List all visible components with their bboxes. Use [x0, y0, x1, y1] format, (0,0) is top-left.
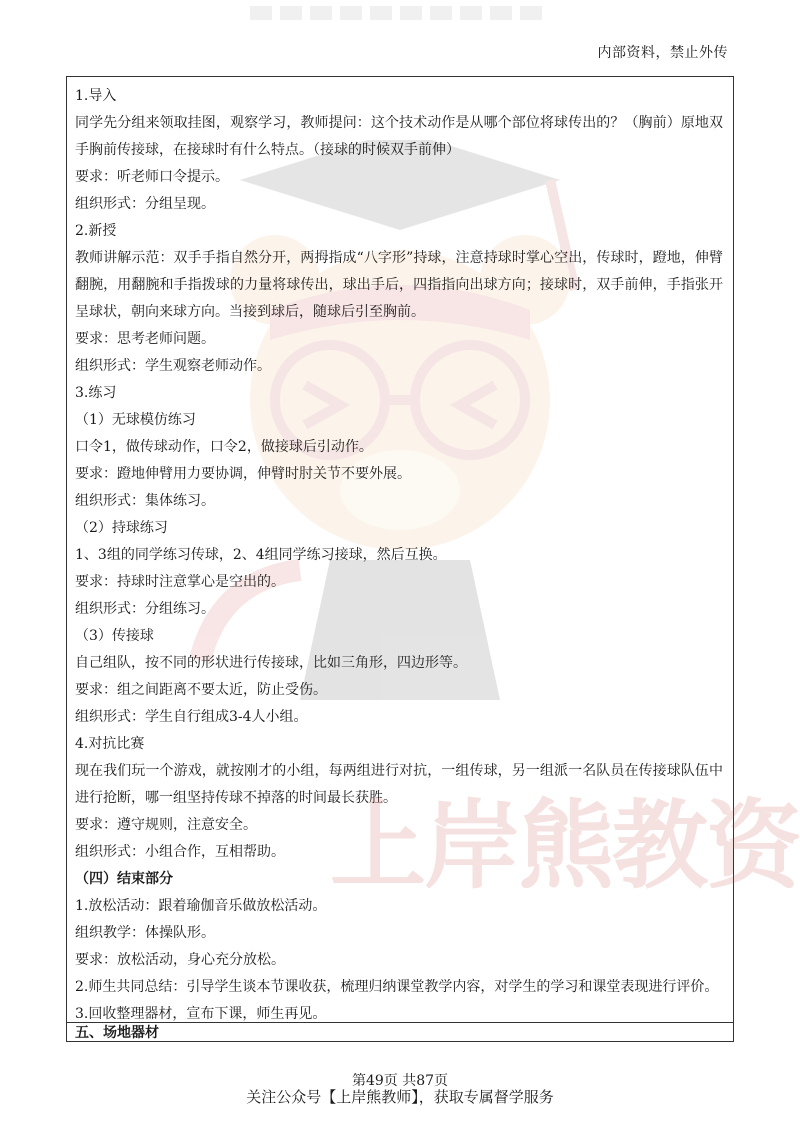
- table-row-divider: [67, 1022, 733, 1023]
- content-line: 组织形式：学生观察老师动作。: [75, 358, 271, 374]
- content-line: 要求：听老师口令提示。: [75, 169, 229, 185]
- content-line: 要求：思考老师问题。: [75, 331, 215, 347]
- content-line: 组织形式：分组练习。: [75, 601, 215, 617]
- lesson-content-table: [66, 76, 734, 1042]
- section-five-heading: 五、场地器材: [75, 1025, 159, 1041]
- content-line: 口令1，做传球动作，口令2，做接球后引动作。: [75, 439, 373, 455]
- content-line: 2.师生共同总结：引导学生谈本节课收获，梳理归纳课堂教学内容，对学生的学习和课堂表现进行评价。: [75, 979, 719, 995]
- content-line: 要求：组之间距离不要太近，防止受伤。: [75, 682, 327, 698]
- footer-promo: 关注公众号【上岸熊教师】，获取专属督学服务: [246, 1088, 554, 1106]
- content-line: 自己组队，按不同的形状进行传接球，比如三角形，四边形等。: [75, 655, 467, 671]
- faded-header-text: [250, 6, 550, 20]
- content-line: （四）结束部分: [75, 871, 173, 887]
- content-line: 现在我们玩一个游戏，就按刚才的小组，每两组进行对抗，一组传球，另一组派一名队员在传接球队伍中进行抢断，哪一组坚持传球不掉落的时间最长获胜。: [75, 763, 723, 806]
- content-line: 要求：蹬地伸臂用力要协调，伸臂时肘关节不要外展。: [75, 466, 411, 482]
- content-line: 3.回收整理器材，宣布下课，师生再见。: [75, 1006, 327, 1022]
- content-line: 同学先分组来领取挂图，观察学习，教师提问：这个技术动作是从哪个部位将球传出的？（胸前）原地双手胸前传接球，在接球时有什么特点。（接球的时候双手前伸）: [75, 115, 723, 158]
- content-line: 组织教学：体操队形。: [75, 925, 215, 941]
- content-line: 组织形式：集体练习。: [75, 493, 215, 509]
- content-line: 3.练习: [75, 385, 117, 401]
- content-line: 4.对抗比赛: [75, 736, 145, 752]
- content-line: 要求：持球时注意掌心是空出的。: [75, 574, 285, 590]
- content-line: 1.导入: [75, 88, 117, 104]
- content-line: （1）无球模仿练习: [75, 412, 196, 428]
- content-line: 1.放松活动：跟着瑜伽音乐做放松活动。: [75, 898, 327, 914]
- brand-watermark: 上岸熊教资: [330, 790, 800, 902]
- internal-notice: 内部资料，禁止外传: [597, 45, 728, 61]
- content-line: 2.新授: [75, 223, 117, 239]
- content-line: 组织形式：小组合作，互相帮助。: [75, 844, 285, 860]
- content-line: 教师讲解示范：双手手指自然分开，两拇指成“八字形”持球，注意持球时掌心空出，传球时，蹬地，伸臂翻腕，用翻腕和手指拨球的力量将球传出，球出手后，四指指向出球方向；接球时，双手前伸，手指张开呈球状，朝向来球方向。当接到球后，随球后引至胸前。: [75, 250, 723, 320]
- content-line: （2）持球练习: [75, 520, 168, 536]
- content-line: 要求：遵守规则，注意安全。: [75, 817, 257, 833]
- content-line: 组织形式：分组呈现。: [75, 196, 215, 212]
- lesson-steps-cell: [75, 83, 723, 1028]
- content-line: （3）传接球: [75, 628, 154, 644]
- content-line: 要求：放松活动，身心充分放松。: [75, 952, 285, 968]
- content-line: 组织形式：学生自行组成3-4人小组。: [75, 709, 308, 725]
- content-line: 1、3组的同学练习传球，2、4组同学练习接球，然后互换。: [75, 547, 447, 563]
- page-number: 第49页 共87页: [351, 1073, 449, 1089]
